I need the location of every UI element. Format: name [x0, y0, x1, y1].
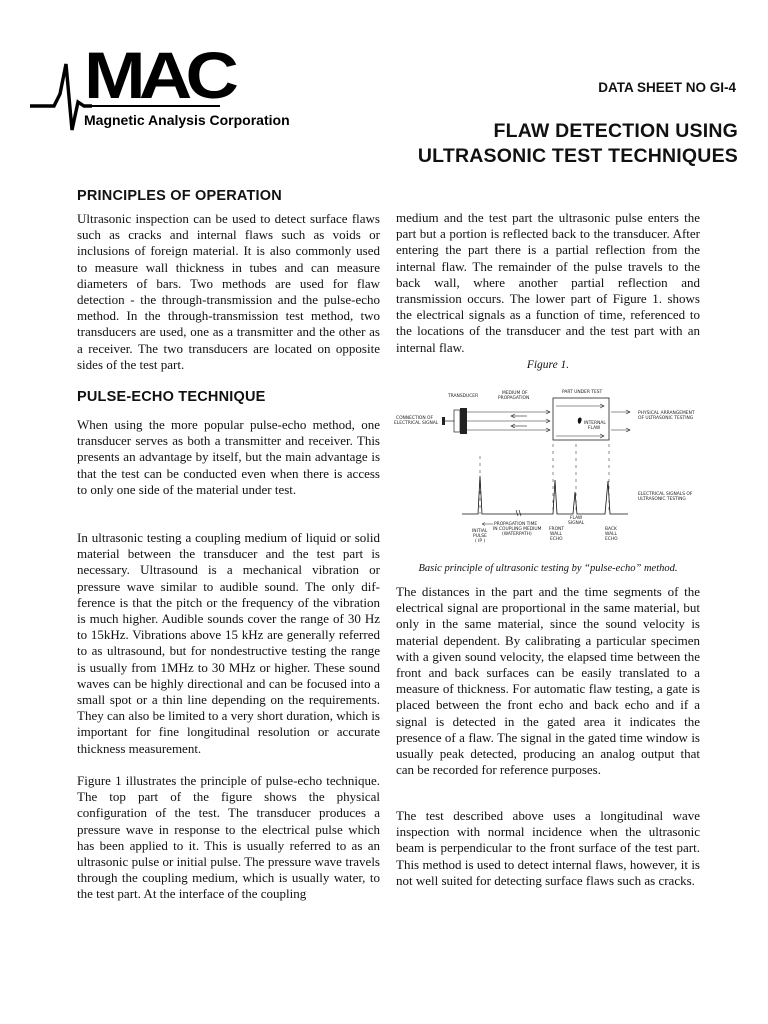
- label-part-under-test: PART UNDER TEST: [562, 390, 603, 395]
- label-electrical-1: ELECTRICAL SIGNALS OF: [638, 492, 693, 497]
- label-internal-1: INTERNAL: [584, 421, 606, 426]
- label-flaw-2: SIGNAL: [568, 521, 585, 526]
- paragraph-distances: The distances in the part and the time segments of the electrical signal are proportional in the same material, but only in the same material, since the sound velocity is material dependent. By calibrating a particular specimen with a given sound velocity, the elapsed time between the front and back surfaces can be easily translated to a measure of thickness. For automatic flaw testing, a gate is placed between the front echo and back echo and if a signal is detected in the gated area it indicates the presence of a flaw. The signal in the gated time window is usually peak detected, producing an analog output that can be recorded for reference purposes.: [396, 584, 700, 778]
- internal-flaw-mark: [578, 418, 582, 424]
- label-front-1: FRONT: [549, 527, 564, 532]
- pulse-echo-diagram: [392, 384, 704, 552]
- signal-trace: [462, 476, 628, 514]
- paragraph-longitudinal-wave: The test described above uses a longitudinal wave inspection with normal incidence when the ultrasonic beam is perpendicular to the front surface of the test part. This method is used to detect internal flaws, however, it is not well suited for detecting surface flaws such as cracks.: [396, 808, 700, 888]
- paragraph-pulse-echo-intro: When using the more popular pulse-echo method, one transducer serves as both a transmitter and receiver. This presents an advantage by itself, but the main advantage is that the test can be conducted even when there is access to only one side of the material under test.: [77, 417, 380, 497]
- label-flaw-1: FLAW: [570, 516, 583, 521]
- principles-heading: PRINCIPLES OF OPERATION: [77, 188, 282, 204]
- paragraph-coupling-medium: In ultrasonic testing a coupling medium of liquid or solid material between the transducer and the test part is necessary. Ultrasound is a mechanical vibration or pressure wave similar to audible sound. The only difference is that the pitch or the frequency of the vibration is much higher. Audible sounds cover the range of 30 Hz to 15kHz. Vibrations above 15 kHz are generally referred to as ultrasound, but for nondestructive testing the range is usually from 1MHz to 30 MHz or higher. These sound waves can be highly directional and can be focused into a small spot or a thin line depending on the requirements. They can also be limited to a very short duration, which is important for fine longitudinal resolution or accurate thickness measurement.: [77, 530, 380, 756]
- label-back-1: BACK: [605, 527, 617, 532]
- page-title: [418, 119, 738, 169]
- label-initial-3: ( IP ): [475, 539, 486, 544]
- label-initial-1: INITIAL: [472, 529, 488, 534]
- label-back-2: WALL: [605, 532, 617, 537]
- label-internal-2: FLAW: [588, 426, 601, 431]
- paragraph-reflection: medium and the test part the ultrasonic pulse enters the part but a portion is reflected back to the transducer. After entering the part there is a partial reflection from the internal flaw. The remainder of the pulse travels to the back wall, where another partial reflection and transmission occurs. The lower part of Figure 1. shows the electrical signals as a function of time, referenced to the locations of the transducer and the test part with an internal flaw.: [396, 210, 700, 355]
- title-line-2: ULTRASONIC TEST TECHNIQUES: [417, 145, 738, 167]
- pulse-echo-heading: PULSE-ECHO TECHNIQUE: [77, 389, 266, 405]
- label-physical-1: PHYSICAL ARRANGEMENT: [638, 411, 695, 416]
- label-prop-3: (WATERPATH): [502, 532, 532, 537]
- reference-dashes: [480, 444, 609, 514]
- paragraph-figure-illustration: Figure 1 illustrates the principle of pulse-echo technique. The top part of the figure shows the physical configuration of the test. The transducer produces a pressure wave in response to the electrical pulse which has been applied to it. This is usually referred to as an ultrasonic pulse or initial pulse. The pressure wave travels through the coupling medium, which is usually water, to the test part. At the interface of the coupling: [77, 773, 380, 902]
- label-prop-1: PROPAGATION TIME: [494, 522, 538, 527]
- label-initial-2: PULSE: [473, 534, 487, 539]
- label-physical-2: OF ULTRASONIC TESTING: [638, 416, 694, 421]
- figure-label: Figure 1.: [526, 359, 570, 371]
- transducer-housing: [454, 410, 460, 432]
- label-front-3: ECHO: [550, 537, 563, 542]
- label-prop-2: IN COUPLING MEDIUM: [493, 527, 542, 532]
- title-line-1: FLAW DETECTION USING: [493, 120, 738, 142]
- company-name: Magnetic Analysis Corporation: [84, 112, 290, 128]
- label-transducer: TRANSDUCER: [448, 394, 479, 399]
- logo-wordmark: MAC: [84, 38, 233, 112]
- label-front-2: WALL: [550, 532, 562, 537]
- label-connection-1: CONNECTION OF: [396, 416, 434, 421]
- figure-caption: Basic principle of ultrasonic testing by “pulse-echo” method.: [418, 563, 678, 574]
- transducer-block: [460, 408, 467, 434]
- paragraph-principles: Ultrasonic inspection can be used to detect surface flaws such as cracks and internal flaws such as voids or inclusions of foreign material. It is also commonly used to measure wall thickness in tubes and can measure diameters of bars. Two methods are used for flaw detection - the through-transmission and the pulse-echo method. In the through-transmission test method, two transducers are used, one as a transmitter and the other as a receiver. The two transducers are located on opposite sides of the test part.: [77, 211, 380, 372]
- label-connection-2: ELECTRICAL SIGNAL: [394, 421, 439, 426]
- data-sheet-number: DATA SHEET NO GI-4: [598, 80, 736, 95]
- label-electrical-2: ULTRASONIC TESTING: [638, 497, 686, 502]
- label-medium-1: MEDIUM OF: [502, 391, 528, 396]
- label-medium-2: PROPAGATION: [498, 396, 530, 401]
- label-back-3: ECHO: [605, 537, 618, 542]
